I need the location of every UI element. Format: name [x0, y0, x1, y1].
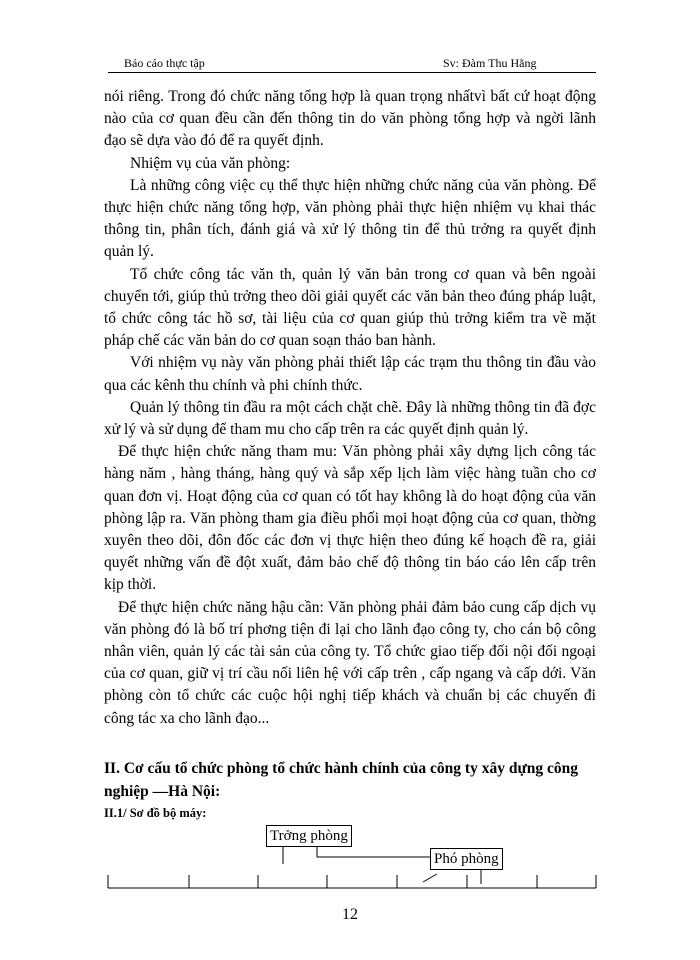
- paragraph-1: nói riêng. Trong đó chức năng tổng hợp là quan trọng nhấtvì bất cứ hoạt động nào của cơ quan đều cần đến thông tin do văn phòng tổng hợp và ngời lãnh đạo sẽ dựa vào đó để ra quyết định.: [104, 88, 596, 150]
- org-head-box: Trởng phòng: [266, 825, 352, 847]
- subsection-heading: II.1/ Sơ đồ bộ máy:: [104, 806, 207, 820]
- paragraph-8: Để thực hiện chức năng hậu cần: Văn phòng phải đảm bảo cung cấp dịch vụ văn phòng đó là bố trí phơng tiện đi lại cho lãnh đạo công ty, cho cán bộ công nhân viên, quản lý các tài sản của công ty. Tổ chức giao tiếp đối nội đối ngoại của cơ quan, giữ vị trí cầu nối liên hệ với cấp trên , cấp ngang và cấp dới. Văn phòng còn tổ chức các cuộc hội nghị tiếp khách và chuẩn bị các chuyến đi công tác xa cho lãnh đạo...: [104, 598, 596, 727]
- org-deputy-box: Phó phòng: [430, 848, 503, 870]
- paragraph-6: Quản lý thông tin đầu ra một cách chặt chẽ. Đây là những thông tin đã đợc xử lý và sử dụng để tham mu cho cấp trên ra các quyết định quản lý.: [104, 398, 596, 439]
- header-student-name: Sv: Đàm Thu Hằng: [443, 56, 537, 70]
- section-heading: II. Cơ cấu tổ chức phòng tổ chức hành chính của công ty xây dựng công nghiệp —Hà Nội:: [104, 760, 578, 800]
- page-number: 12: [342, 906, 358, 923]
- paragraph-3: Là những công việc cụ thể thực hiện những chức năng của văn phòng. Để thực hiện chức năng tổng hợp, văn phòng phải thực hiện nhiệm vụ khai thác thông tin, phân tích, đánh giá và xử lý thông tin để thủ trởng ra quyết định quản lý.: [104, 176, 596, 261]
- header-divider: [108, 72, 596, 73]
- paragraph-4: Tổ chức công tác văn th, quản lý văn bản trong cơ quan và bên ngoài chuyển tới, giúp thủ trởng theo dõi giải quyết các văn bản theo đúng pháp luật, tổ chức công tác hồ sơ, tài liệu của cơ quan giúp thủ trởng kiểm tra về mặt pháp chế các văn bản do cơ quan soạn thảo ban hành.: [104, 265, 596, 350]
- paragraph-5: Với nhiệm vụ này văn phòng phải thiết lập các trạm thu thông tin đầu vào qua các kênh thu chính và phi chính thức.: [104, 354, 596, 394]
- paragraph-7: Để thực hiện chức năng tham mu: Văn phòng phải xây dựng lịch công tác hàng năm , hàng tháng, hàng quý và sắp xếp lịch làm việc hàng tuần cho cơ quan đơn vị. Hoạt động của cơ quan có tốt hay không là do hoạt động của văn phòng lập ra. Văn phòng tham gia điều phối mọi hoạt động của cơ quan, thờng xuyên theo dõi, đôn đốc các đơn vị thực hiện theo đúng kế hoạch đề ra, giải quyết những vấn đề đột xuất, đảm bảo chế độ thông tin báo cáo lên cấp trên kịp thời.: [104, 443, 596, 594]
- org-deputy-diagonal: [423, 874, 437, 882]
- page-header: [108, 53, 596, 73]
- header-report-title: Báo cáo thực tập: [124, 56, 205, 70]
- paragraph-2: Nhiệm vụ của văn phòng:: [130, 154, 291, 172]
- body-text: [104, 86, 596, 730]
